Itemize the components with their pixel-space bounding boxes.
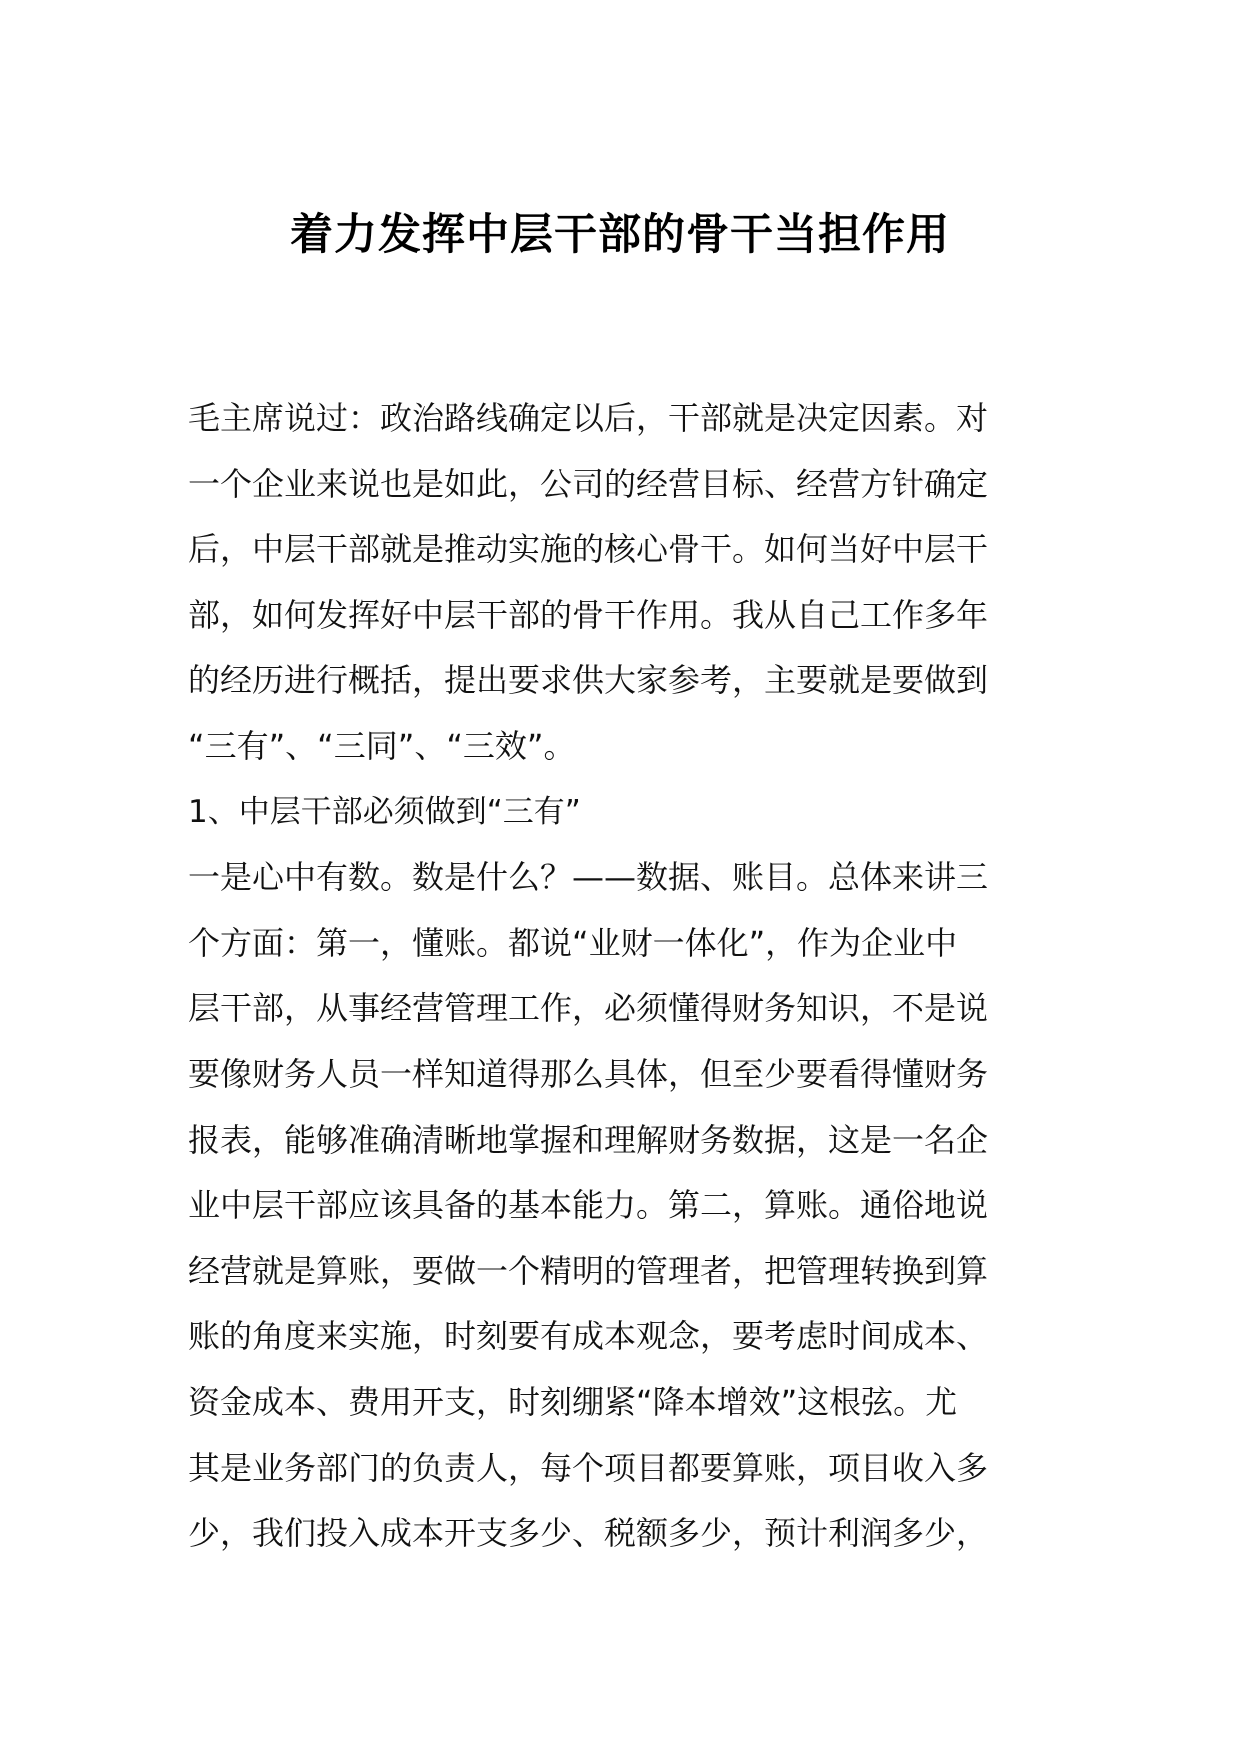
paragraph-line: 毛主席说过：政治路线确定以后，干部就是决定因素。对 (188, 399, 989, 437)
paragraph-line: 业中层干部应该具备的基本能力。第二，算账。通俗地说 (188, 1186, 989, 1225)
paragraph-line: 资金成本、费用开支，时刻绷紧“降本增效”这根弦。尤 (188, 1382, 958, 1421)
section-heading: 1、中层干部必须做到“三有” (188, 793, 581, 830)
paragraph-line: 少，我们投入成本开支多少、税额多少，预计利润多少， (188, 1514, 989, 1553)
paragraph-line: 要像财务人员一样知道得那么具体，但至少要看得懂财务 (188, 1054, 989, 1093)
paragraph-line: 报表，能够准确清晰地掌握和理解财务数据，这是一名企 (188, 1120, 989, 1159)
paragraph-line: 部，如何发挥好中层干部的骨干作用。我从自己工作多年 (188, 595, 989, 634)
paragraph-line: 其是业务部门的负责人，每个项目都要算账，项目收入多 (188, 1448, 989, 1487)
paragraph-line: 个方面：第一，懂账。都说“业财一体化”，作为企业中 (188, 923, 958, 962)
document-body (188, 386, 1060, 1567)
paragraph-line: 的经历进行概括，提出要求供大家参考，主要就是要做到 (188, 661, 989, 700)
paragraph-line: 层干部，从事经营管理工作，必须懂得财务知识，不是说 (188, 989, 989, 1028)
document-title: 着力发挥中层干部的骨干当担作用 (290, 210, 950, 260)
paragraph-line: 后，中层干部就是推动实施的核心骨干。如何当好中层干 (188, 530, 989, 569)
paragraph-line: “三有”、“三同”、“三效”。 (188, 726, 576, 765)
paragraph-line: 账的角度来实施，时刻要有成本观念，要考虑时间成本、 (188, 1317, 989, 1356)
paragraph-line: 经营就是算账，要做一个精明的管理者，把管理转换到算 (188, 1251, 989, 1290)
paragraph-line: 一是心中有数。数是什么？——数据、账目。总体来讲三 (188, 858, 989, 897)
paragraph-line: 一个企业来说也是如此，公司的经营目标、经营方针确定 (188, 464, 989, 503)
